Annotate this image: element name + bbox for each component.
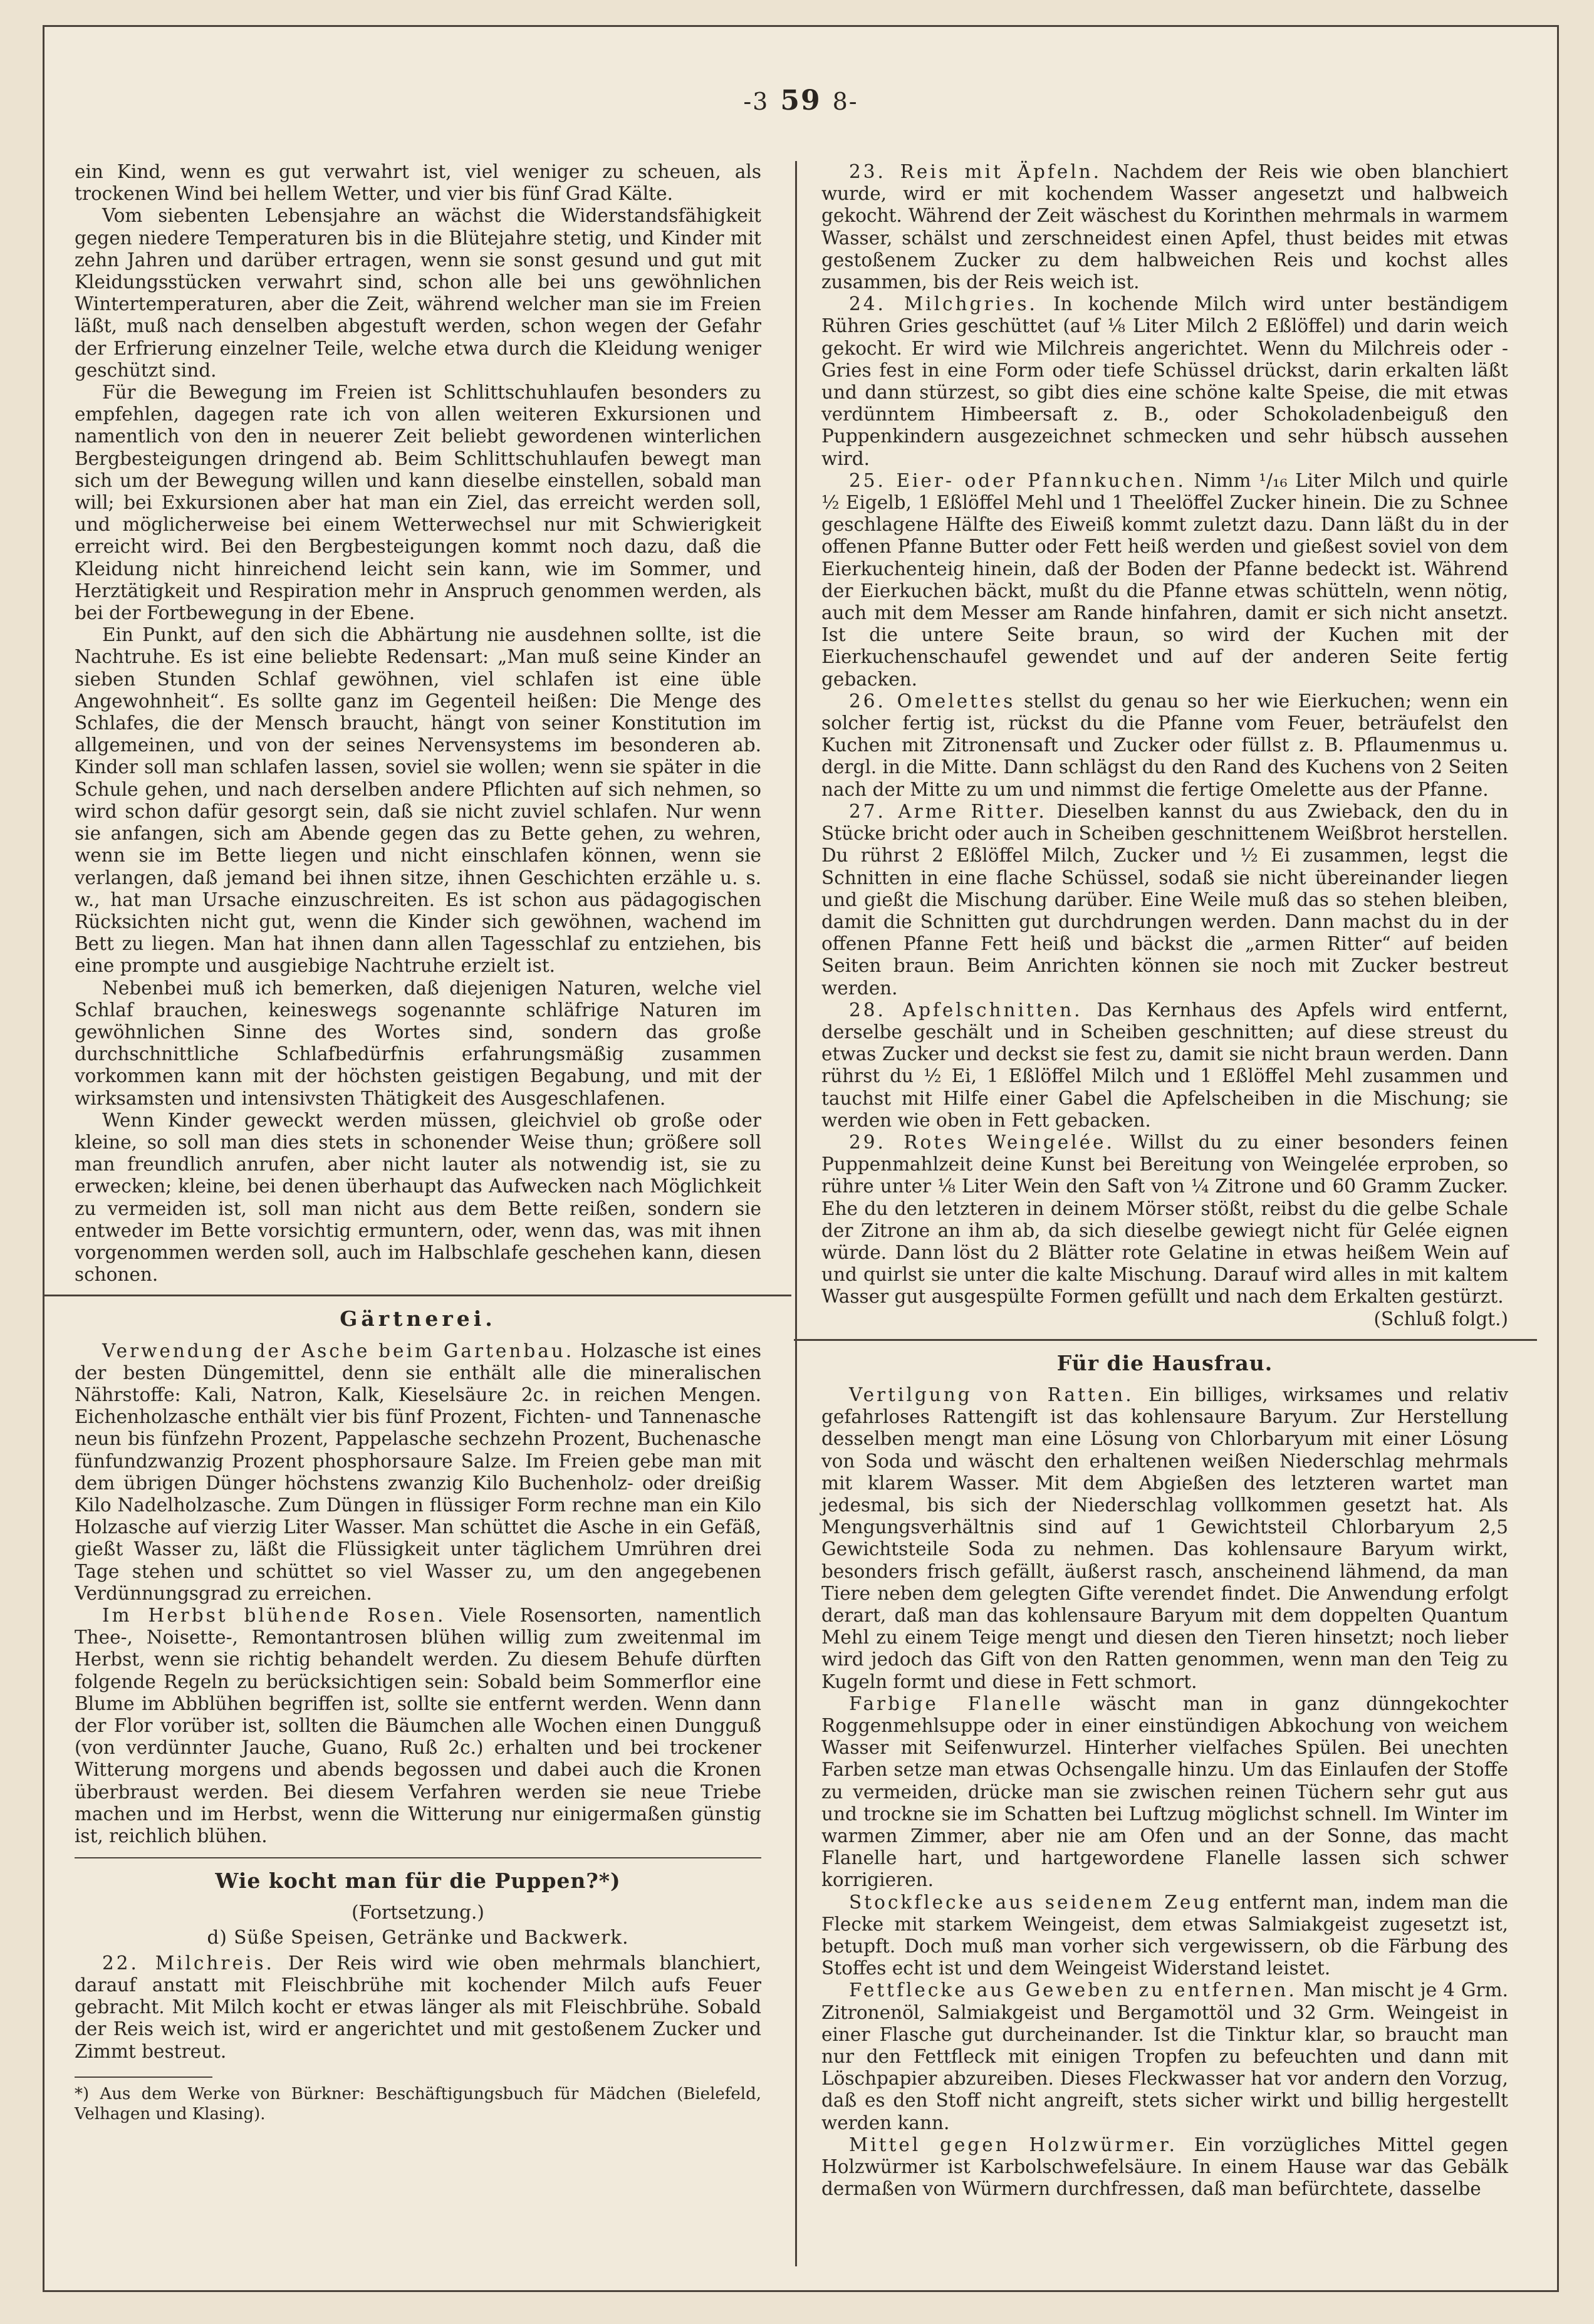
- paragraph: [821, 161, 1508, 293]
- paragraph-text: Nimm ¹/₁₆ Liter Milch und quirle ½ Eigelb, 1 Eßlöffel Mehl und 1 Theelöffel Zucker hinein. Die zu Schnee geschlagene Hälfte des Eiweiß kommt zuletzt dazu. Dann läßt du in der offenen Pfanne Butter oder Fett heiß werden und gießest soviel von dem Eierkuchenteig hinein, daß der Boden der Pfanne bedeckt ist. Während der Eierkuchen bäckt, mußt du die Pfanne etwas schütteln, wenn nötig, auch mit dem Messer am Rande hinfahren, damit er sich nicht ansetzt. Ist die untere Seite braun, so wird der Kuchen mit der Eierkuchenschaufel gewendet und auf der anderen Seite fertig gebacken.: [821, 469, 1508, 690]
- paragraph-heading: Stockflecke aus seidenem Zeug: [849, 1891, 1222, 1913]
- paragraph-heading: Im Herbst blühende Rosen.: [102, 1605, 446, 1626]
- newspaper-page: [43, 25, 1559, 2292]
- paragraph: Wenn Kinder geweckt werden müssen, gleichviel ob große oder kleine, so soll man dies stets in schonender Weise thun; größere soll man freundlich anrufen, aber nicht lauter als notwendig ist, sie zu erwecken; kleine, bei denen überhaupt das Aufwecken nach Möglichkeit zu vermeiden ist, soll man nicht aus dem Bette reißen, sondern sie entweder im Bette vorsichtig ermuntern, oder, wenn das, was mit ihnen vorgenommen werden soll, auch im Halbschlafe geschehen kann, diesen schonen.: [75, 1109, 761, 1286]
- paragraph-heading: 28. Apfelschnitten.: [849, 999, 1083, 1021]
- paragraph: [821, 1384, 1508, 1693]
- paragraph: [821, 999, 1508, 1132]
- paragraph: [821, 470, 1508, 690]
- paragraph: Vom siebenten Lebensjahre an wächst die Widerstandsfähigkeit gegen niedere Temperaturen bis in die Blütejahre stetig, und Kinder mit zehn Jahren und darüber ertragen, wenn sie sonst gesund und gut mit Kleidungsstücken verwahrt sind, schon alle bei uns gewöhnlichen Wintertemperaturen, aber die Zeit, während welcher man sie im Freien läßt, muß nach denselben abgestuft werden, schon wegen der Gefahr der Erfrierung einzelner Teile, welche etwa durch die Kleidung weniger geschützt sind.: [75, 205, 761, 381]
- paragraph-text: Der Reis wird wie oben mehrmals blanchiert, darauf anstatt mit Fleischbrühe mit kochender Milch aufs Feuer gebracht. Mit Milch kocht er etwas länger als mit Fleischbrühe. Sobald der Reis weich ist, wird er angerichtet und mit gestoßenem Zucker und Zimmt bestreut.: [75, 1952, 761, 2062]
- left-column: [75, 161, 761, 2124]
- paragraph-text: Man mischt je 4 Grm. Zitronenöl, Salmiakgeist und Bergamottöl und 32 Grm. Weingeist in einer Flasche gut durcheinander. Ist die Tinktur klar, so braucht man nur den Fettfleck mit einigen Tropfen zu befeuchten und dann mit Löschpapier abzureiben. Dieses Fleckwasser hat vor andern den Vorzug, daß es den Stoff nicht angreift, stets sicher wirkt und billig hergestellt werden kann.: [821, 1979, 1508, 2134]
- paragraph: [821, 690, 1508, 801]
- paragraph-heading: 29. Rotes Weingelée.: [849, 1131, 1115, 1153]
- paragraph-text: Viele Rosensorten, namentlich Thee-, Noisette-, Remontantrosen blühen willig zum zweitenmal im Herbst, wenn sie richtig behandelt werden. Zu diesem Behufe dürften folgende Regeln zu berücksichtigen sein: Sobald beim Sommerflor eine Blume im Abblühen begriffen ist, sollte sie entfernt werden. Wenn dann der Flor vorüber ist, sollten die Bäumchen alle Wochen einen Dungguß (von verdünnter Jauche, Guano, Ruß 2c.) erhalten und bei trockener Witterung morgens und abends begossen und dabei auch die Kronen überbraust werden. Bei diesem Verfahren werden sie neue Triebe machen und im Herbst, wenn die Witterung nur einigermaßen günstig ist, reichlich blühen.: [75, 1605, 761, 1847]
- paragraph: [821, 2134, 1508, 2201]
- paragraph: [821, 1892, 1508, 1980]
- paragraph-heading: Fettflecke aus Geweben zu entfernen.: [849, 1979, 1297, 2001]
- paragraph-text: In kochende Milch wird unter beständigem Rühren Gries geschüttet (auf ⅛ Liter Milch 2 Eßlöffel) und darin weich gekocht. Er wird wie Milchreis angerichtet. Wenn du Milchreis oder -Gries fest in eine Form oder tiefe Schüssel drückst, darin erkalten läßt und dann stürzest, so gibt dies eine schöne kalte Speise, die mit etwas verdünntem Himbeersaft z. B., oder Schokoladenbeiguß den Puppenkindern ausgezeichnet schmecken und sehr hübsch aussehen wird.: [821, 293, 1508, 469]
- section-rule: [75, 1857, 761, 1858]
- paragraph: Für die Bewegung im Freien ist Schlittschuhlaufen besonders zu empfehlen, dagegen rate ich von allen weiteren Exkursionen und namentlich von den in neuerer Zeit beliebt gewordenen winterlichen Bergbesteigungen dringend ab. Beim Schlittschuhlaufen bewegt man sich um der Bewegung willen und kann dieselbe einstellen, sobald man will; bei Exkursionen aber hat man ein Ziel, das erreicht werden soll, und möglicherweise bei einem Wetterwechsel nur mit Schwierigkeit erreicht wird. Bei den Bergbesteigungen kommt noch dazu, daß die Kleidung nicht hinreichend leicht sein kann, wie im Sommer, und Herztätigkeit und Respiration mehr in Anspruch genommen werden, als bei der Fortbewegung in der Ebene.: [75, 382, 761, 624]
- paragraph: [75, 1952, 761, 2063]
- paragraph-heading: 25. Eier- oder Pfannkuchen.: [849, 469, 1186, 491]
- section-title-gaertnerei: Gärtnerei.: [340, 1306, 496, 1331]
- section-title-hausfrau: Für die Hausfrau.: [1056, 1350, 1273, 1375]
- footnote-rule: [75, 2076, 212, 2078]
- paragraph-heading: Vertilgung von Ratten.: [849, 1383, 1134, 1405]
- paragraph: ein Kind, wenn es gut verwahrt ist, viel weniger zu scheuen, als trockenen Wind bei hellem Wetter, und vier bis fünf Grad Kälte.: [75, 161, 761, 205]
- paragraph: [821, 801, 1508, 999]
- column-divider: [795, 161, 797, 2266]
- section-title-puppen: Wie kocht man für die Puppen?*): [215, 1868, 621, 1894]
- page-number-header: [44, 85, 1557, 117]
- paragraph-text: Dieselben kannst du aus Zwieback, den du in Stücke bricht oder auch in Scheiben geschnittenem Weißbrot herstellen. Du rührst 2 Eßlöffel Milch, Zucker und ½ Ei zusammen, legst die Schnitten in eine flache Schüssel, sodaß sie nicht übereinander liegen und gießt die Mischung darüber. Eine Weile muß das so stehen bleiben, damit die Schnitten gut durchdrungen werden. Dann machst du in der offenen Pfanne Fett heiß und bäckst die „armen Ritter“ auf beiden Seiten braun. Beim Anrichten können sie noch mit Zucker bestreut werden.: [821, 800, 1509, 999]
- paragraph: [821, 1693, 1508, 1892]
- section-rule: [794, 1339, 1537, 1341]
- paragraph-text: Willst du zu einer besonders feinen Puppenmahlzeit deine Kunst bei Bereitung von Weingelée erproben, so rühre unter ⅛ Liter Wein den Saft von ¼ Zitrone und 60 Gramm Zucker. Ehe du den letzteren in deinem Mörser stößt, reibst du die gelbe Schale der Zitrone an ihm ab, da sich dieselbe gewiegt nicht für Gelée eignen würde. Dann löst du 2 Blätter rote Gelatine in etwas heißem Wein auf und quirlst sie unter die kalte Mischung. Darauf wird alles in mit kaltem Wasser gut ausgespülte Formen gefüllt und nach dem Erkalten gestürzt.: [821, 1131, 1508, 1308]
- continuation-note: (Schluß folgt.): [1373, 1308, 1508, 1330]
- paragraph: [821, 293, 1508, 470]
- paragraph-heading: 24. Milchgries.: [849, 293, 1038, 315]
- paragraph-text: Holzasche ist eines der besten Düngemittel, denn sie enthält alle die mineralischen Nährstoffe: Kali, Natron, Kalk, Kieselsäure 2c. in reichen Mengen. Eichenholzasche enthält vier bis fünf Prozent, Fichten- und Tannenasche neun bis fünfzehn Prozent, Pappelasche sechzehn Prozent, Buchenasche fünfundzwanzig Prozent phosphorsaure Salze. Im Freien gebe man mit dem übrigen Dünger höchstens zwanzig Kilo Buchenholz- oder dreißig Kilo Nadelholzasche. Zum Düngen in flüssiger Form rechne man ein Kilo Holzasche auf vierzig Liter Wasser. Man schüttet die Asche in ein Gefäß, gießt Wasser zu, läßt die Flüssigkeit unter täglichem Umrühren drei Tage stehen und schüttet so viel Wasser zu, um den angegebenen Verdünnungsgrad zu erreichen.: [75, 1340, 761, 1604]
- paragraph-text: Ein vorzügliches Mittel gegen Holzwürmer ist Karbolschwefelsäure. In einem Hause war das Gebälk dermaßen von Würmern durchfressen, daß man befürchtete, dasselbe: [821, 2134, 1508, 2200]
- ornament-left: -3: [743, 88, 769, 115]
- paragraph-heading: Verwendung der Asche beim Gartenbau.: [102, 1340, 575, 1362]
- paragraph-heading: Farbige Flanelle: [849, 1692, 1063, 1714]
- right-column: [821, 161, 1508, 2200]
- subsection-title: d) Süße Speisen, Getränke und Backwerk.: [207, 1926, 629, 1948]
- paragraph-heading: 23. Reis mit Äpfeln.: [849, 161, 1102, 182]
- ornament-right: 8-: [832, 88, 858, 115]
- paragraph-text: entfernt man, indem man die Flecke mit starkem Weingeist, dem etwas Salmiakgeist zugesetzt ist, betupft. Doch muß man vorher sich vergewissern, ob die Färbung des Stoffes echt ist und dem Weingeist Widerstand leistet.: [821, 1891, 1509, 1979]
- subtitle: (Fortsetzung.): [352, 1902, 484, 1924]
- paragraph: [75, 1605, 761, 1847]
- paragraph-text: Nachdem der Reis wie oben blanchiert wurde, wird er mit kochendem Wasser angesetzt und halbweich gekocht. Während der Zeit wäschest du Korinthen mehrmals in warmem Wasser, schälst und zerschneidest einen Apfel, thust beides mit etwas gestoßenem Zucker zu dem halbweichen Reis und kochst alles zusammen, bis der Reis weich ist.: [821, 161, 1508, 293]
- paragraph: [75, 1340, 761, 1605]
- paragraph: Nebenbei muß ich bemerken, daß diejenigen Naturen, welche viel Schlaf brauchen, keineswegs sogenannte schläfrige Naturen im gewöhnlichen Sinne des Wortes sind, sondern das große durchschnittliche Schlafbedürfnis erfahrungsmäßig zusammen vorkommen kann mit der höchsten geistigen Begabung, und mit der wirksamsten und intensivsten Thätigkeit des Ausgeschlafenen.: [75, 977, 761, 1109]
- paragraph: Ein Punkt, auf den sich die Abhärtung nie ausdehnen sollte, ist die Nachtruhe. Es ist eine beliebte Redensart: „Man muß seine Kinder an sieben Stunden Schlaf gewöhnen, viel schlafen ist eine üble Angewohnheit“. Es sollte ganz im Gegenteil heißen: Die Menge des Schlafes, die der Mensch braucht, hängt von seiner Konstitution im allgemeinen, und von der seines Nervensystems im besonderen ab. Kinder soll man schlafen lassen, soviel sie wollen; wenn sie später in die Schule gehen, und nach derselben andere Pflichten auf sich nehmen, so wird schon dafür gesorgt sein, daß sie nicht zuviel schlafen. Nur wenn sie anfangen, sich am Abende gegen das zu Bette gehen, zu wehren, wenn sie im Bette liegen und nicht einschlafen können, wenn sie verlangen, daß jemand bei ihnen sitze, ihnen Geschichten erzähle u. s. w., hat man Ursache einzuschreiten. Es ist schon aus pädagogischen Rücksichten nicht gut, wenn die Kinder sich gewöhnen, wachend im Bett zu liegen. Man hat ihnen dann allen Tagesschlaf zu entziehen, bis eine prompte und ausgiebige Nachtruhe erzielt ist.: [75, 624, 761, 977]
- footnote: *) Aus dem Werke von Bürkner: Beschäftigungsbuch für Mädchen (Bielefeld, Velhagen und Klasing).: [75, 2084, 761, 2123]
- paragraph-text: wäscht man in ganz dünngekochter Roggenmehlsuppe oder in einer einstündigen Abkochung von weichem Wasser mit Seifenwurzel. Hinterher vielfaches Spülen. Bei unechten Farben setze man etwas Ochsengalle hinzu. Um das Einlaufen der Stoffe zu vermeiden, drücke man sie zwischen reinen Tüchern sehr gut aus und trockne sie im Schatten bei Luftzug möglichst schnell. Im Winter im warmen Zimmer, aber nie am Ofen und an der Sonne, das macht Flanelle hart, und hartgewordene Flanelle lassen sich schwer korrigieren.: [821, 1692, 1508, 1891]
- paragraph-heading: 26. Omelettes: [849, 690, 1016, 712]
- paragraph-text: Das Kernhaus des Apfels wird entfernt, derselbe geschält und in Scheiben geschnitten; auf diese streust du etwas Zucker und deckst sie fest zu, damit sie nicht braun werden. Dann rührst du ½ Ei, 1 Eßlöffel Milch und 1 Eßlöffel Mehl zusammen und tauchst mit Hilfe einer Gabel die Apfelscheiben in die Mischung; sie werden wie oben in Fett gebacken.: [821, 999, 1509, 1131]
- page-number: 59: [780, 85, 821, 117]
- paragraph: [821, 1132, 1508, 1308]
- paragraph: [821, 1979, 1508, 2134]
- paragraph-text: Ein billiges, wirksames und relativ gefahrloses Rattengift ist das kohlensaure Baryum. Zur Herstellung desselben mengt man eine Lösung von Chlorbaryum mit einer Lösung von Soda und wäscht den erhaltenen weißen Niederschlag mehrmals mit klarem Wasser. Mit dem Abgießen des letzteren wartet man jedesmal, bis sich der Niederschlag vollkommen gesetzt hat. Als Mengungsverhältnis sind auf 1 Gewichtsteil Chlorbaryum 2,5 Gewichtsteile Soda zu nehmen. Das kohlensaure Baryum wirkt, besonders frisch gefällt, äußerst rasch, anscheinend lähmend, da man Tiere neben dem gelegten Gifte verendet findet. Die Anwendung erfolgt derart, daß man das kohlensaure Baryum mit dem doppelten Quantum Mehl zu einem Teige mengt und diesen den Tieren hinsetzt; noch lieber wird jedoch das Gift von den Ratten genommen, wenn man den Teig zu Kugeln formt und diese in Fett schmort.: [821, 1383, 1508, 1692]
- paragraph-heading: Mittel gegen Holzwürmer.: [849, 2134, 1177, 2155]
- paragraph-heading: 22. Milchreis.: [102, 1952, 274, 1974]
- paragraph-heading: 27. Arme Ritter.: [849, 800, 1047, 822]
- paragraph-text: stellst du genau so her wie Eierkuchen; wenn ein solcher fertig ist, rückst du die Pfanne vom Feuer, beträufelst den Kuchen mit Zitronensaft und Zucker oder füllst z. B. Pflaumenmus u. dergl. in die Mitte. Dann schlägst du den Rand des Kuchens von 2 Seiten nach der Mitte zu um und nimmst die fertige Omelette aus der Pfanne.: [821, 690, 1509, 800]
- section-rule: [44, 1295, 791, 1296]
